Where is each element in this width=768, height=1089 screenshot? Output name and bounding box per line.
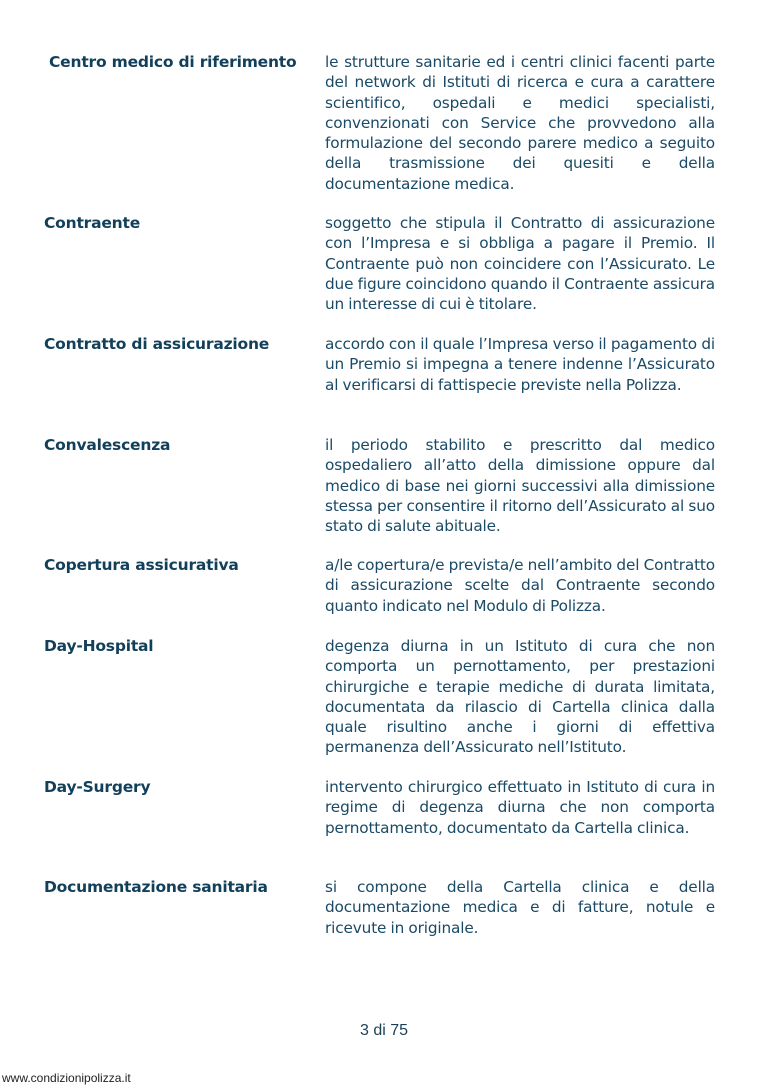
- glossary-term: Contraente: [44, 214, 141, 232]
- glossary-definition: intervento chirurgico effettuato in Istituto di cura in regime di degenza diurna che non comporta pernottamento, documentato da Cartella clinica.: [325, 778, 715, 837]
- glossary-term: Centro medico di riferimento: [49, 53, 297, 71]
- glossary-definition: accordo con il quale l’Impresa verso il pagamento di un Premio si impegna a tenere indenne l’Assicurato al verificarsi di fattispecie previste nella Polizza.: [325, 335, 715, 394]
- glossary-definition: si compone della Cartella clinica e della documentazione medica e di fatture, notule e ricevute in originale.: [325, 878, 715, 937]
- glossary-definition: il periodo stabilito e prescritto dal medico ospedaliero all’atto della dimissione oppure dal medico di base nei giorni successivi alla dimissione stessa per consentire il ritorno dell’Assicurato al suo stato di salute abituale.: [325, 436, 715, 536]
- glossary-term: Day-Surgery: [44, 778, 151, 796]
- glossary-term: Convalescenza: [44, 436, 171, 454]
- glossary-definition: a/le copertura/e prevista/e nell’ambito del Contratto di assicurazione scelte dal Contraente secondo quanto indicato nel Modulo di Polizza.: [325, 556, 715, 615]
- glossary-definition: soggetto che stipula il Contratto di assicurazione con l’Impresa e si obbliga a pagare il Premio. Il Contraente può non coincidere con l’Assicurato. Le due figure coincidono quando il Contraente assicura un interesse di cui è titolare.: [325, 214, 715, 314]
- glossary-term: Day-Hospital: [44, 637, 154, 655]
- glossary-term: Copertura assicurativa: [44, 556, 239, 574]
- glossary-definition: le strutture sanitarie ed i centri clinici facenti parte del network di Istituti di ricerca e cura a carattere scientifico, ospedali e medici specialisti, convenzionati con Service che provvedono alla formulazione del secondo parere medico a seguito della trasmissione dei quesiti e della documentazione medica.: [325, 53, 715, 193]
- site-url: www.condizionipolizza.it: [2, 1071, 131, 1085]
- glossary-term: Documentazione sanitaria: [44, 878, 268, 896]
- glossary-term: Contratto di assicurazione: [44, 335, 270, 353]
- glossary-definition: degenza diurna in un Istituto di cura che non comporta un pernottamento, per prestazioni chirurgiche e terapie mediche di durata limitata, documentata da rilascio di Cartella clinica dalla quale risultino anche i giorni di effettiva permanenza dell’Assicurato nell’Istituto.: [325, 637, 715, 757]
- page-number: 3 di 75: [359, 1022, 409, 1039]
